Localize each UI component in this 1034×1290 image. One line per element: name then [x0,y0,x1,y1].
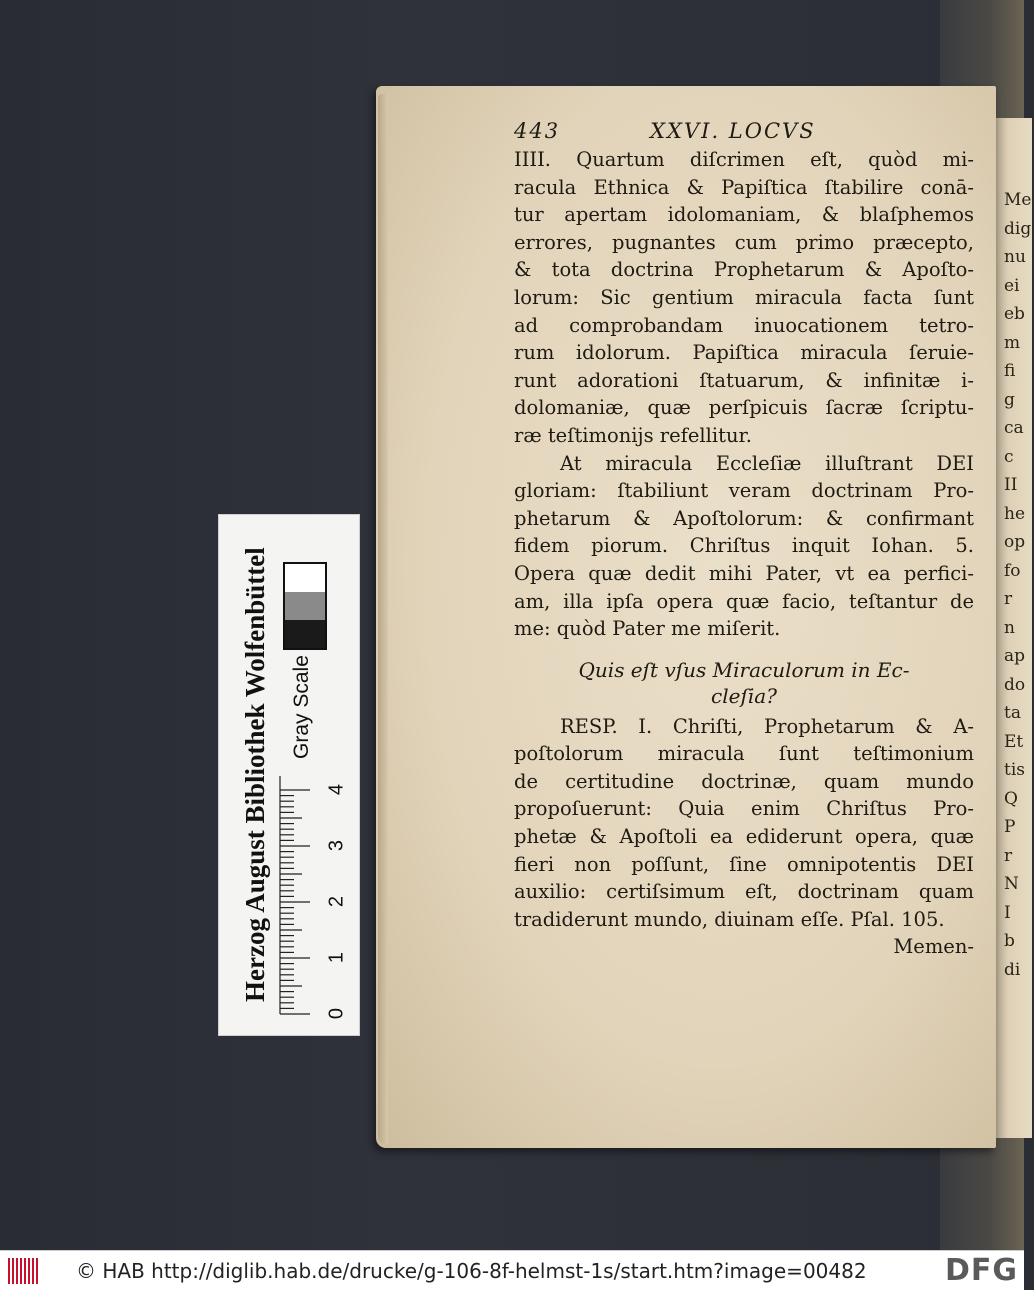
running-header [514,118,974,146]
facing-page-fragment: c [1004,446,1014,467]
facing-page-fragment: m [1004,332,1021,353]
barcode-icon [8,1258,46,1284]
facing-page-fragment: b [1004,931,1015,951]
facing-page-fragment: eb [1004,304,1025,324]
text-line: gloriam: ſtabiliunt veram doctrinam Pro- [514,479,974,503]
facing-page-fragment: N [1004,874,1019,894]
gray-scale-label: Gray Scale [290,655,313,759]
page-number: 443 [514,119,561,143]
paragraph-resp [514,713,974,934]
ruler-number: 3 [325,839,348,852]
facing-page-fragment: ei [1004,275,1020,296]
facing-page-fragment: r [1004,845,1013,866]
paragraph-at-miracula [514,450,974,643]
facing-page-fragment: n [1004,617,1015,638]
text-line: ræ teſtimonijs refellitur. [514,423,752,447]
facing-page-fragment: ap [1004,646,1026,666]
gray-swatches [283,562,327,650]
text-line: propoſuerunt: Quia enim Chriſtus Pro- [514,797,974,821]
facing-page-fragment: di [1004,959,1021,980]
facing-page-fragment: II [1004,475,1018,495]
ruler-number: 4 [325,783,348,796]
facing-page-fragment: Me [1004,190,1032,210]
facing-page-fragment: Q [1004,788,1018,809]
text-line: runt adorationi ſtatuarum, & infinitæ i- [514,368,974,392]
dfg-logo: DFG [944,1253,1018,1288]
facing-page-fragment: Et [1004,731,1024,752]
question-heading [514,657,974,709]
facing-page-fragment: fo [1004,560,1021,581]
text-line: rum idolorum. Papiſtica miracula ſeruie- [514,341,974,365]
text-line: am, illa ipſa opera quæ facio, teſtantur de [514,589,974,613]
text-line: racula Ethnica & Papiſtica ſtabilire conā- [514,175,974,199]
facing-page-fragment: do [1004,674,1026,695]
facing-page-fragment: ca [1004,418,1024,438]
text-line: auxilio: certiſsimum eſt, doctrinam quam [514,880,974,904]
institution-name: Herzog August Bibliothek Wolfenbüttel [240,547,270,1003]
ruler-number: 1 [325,951,348,964]
facing-page-fragment: P [1004,817,1016,837]
facing-page-fragment: fi [1004,361,1016,381]
text-line: IIII. Quartum diſcrimen eſt, quòd mi- [514,148,974,171]
text-line: dolomaniæ, quæ perſpicuis ſacræ ſcriptu- [514,396,974,420]
text-line: phetarum & Apoſtolorum: & confirmant [514,506,974,530]
text-line: At miracula Eccleſiæ illuſtrant DEI [560,451,974,475]
facing-page-fragment: tis [1004,760,1025,780]
text-line: de certitudine doctrinæ, quam mundo [514,769,974,793]
text-line: & tota doctrina Prophetarum & Apoſto- [514,258,974,282]
text-line: errores, pugnantes cum primo præcepto, [514,230,974,254]
text-line: lorum: Sic gentium miracula facta ſunt [514,285,974,309]
facing-page-strip [992,118,1032,1138]
text-line: fidem piorum. Chriſtus inquit Iohan. 5. [514,534,974,558]
facing-page-fragment: he [1004,503,1026,524]
page-text-block [514,118,974,961]
running-title: XXVI. LOCVS [650,119,816,143]
text-line: poſtolorum miracula ſunt teſtimonium [514,742,974,766]
facing-page-fragment: op [1004,532,1026,552]
ruler-number: 2 [325,895,348,908]
heading-line: Quis eſt vſus Miraculorum in Ec- [578,657,910,682]
footer-bar [0,1250,1024,1290]
text-line: tur apertam idolomaniam, & blaſphemos [514,203,974,227]
facing-page-fragment: r [1004,589,1013,609]
text-line: me: quòd Pater me miſerit. [514,617,781,641]
catchword: Memen- [893,935,974,959]
text-line: Opera quæ dedit mihi Pater, vt ea perfici- [514,561,974,585]
text-line: tradiderunt mundo, diuinam eſſe. Pſal. 105. [514,907,945,931]
text-line: fieri non poſſunt, ſine omnipotentis DEI [514,852,974,876]
facing-page-fragment: I [1004,902,1011,923]
facing-page-fragment: nu [1004,247,1026,267]
facing-page-fragment: ta [1004,703,1021,723]
source-url[interactable]: © HAB http://diglib.hab.de/drucke/g-106-8f-helmst-1s/start.htm?image=00482 [76,1258,867,1283]
paragraph-quartum [514,146,974,450]
text-line: RESP. I. Chriſti, Prophetarum & A- [560,714,974,738]
text-line: ad comprobandam inuocationem tetro- [514,313,974,337]
text-line: phetæ & Apoſtoli ea ediderunt opera, quæ [514,825,974,849]
page-left-edge [378,94,388,1144]
facing-page-fragment: dig [1004,218,1032,239]
facing-page-fragment: g [1004,389,1015,410]
heading-line: cleſia? [711,683,777,708]
ruler-number: 0 [325,1007,348,1020]
